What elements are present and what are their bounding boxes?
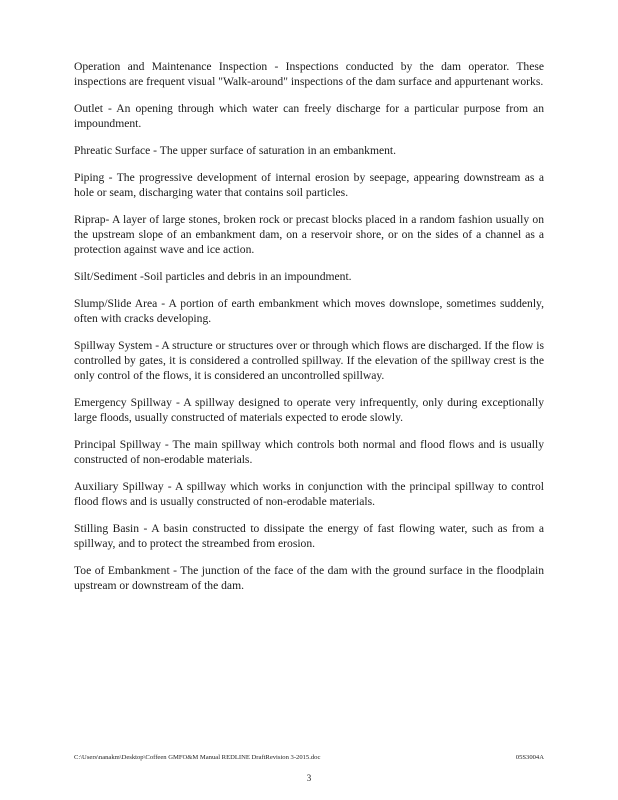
footer-document-code: 05S3004A [515, 754, 544, 761]
glossary-entry-riprap: Riprap- A layer of large stones, broken rock or precast blocks placed in a random fashion usually on the upstream slope of an embankment dam, on a reservoir shore, or on the sides of a channel as a protection against wave and ice action. [74, 213, 544, 256]
glossary-entry-emergency-spillway: Emergency Spillway - A spillway designed to operate very infrequently, only during exceptionally large floods, usually constructed of materials expected to erode slowly. [74, 396, 544, 424]
glossary-entry-stilling-basin: Stilling Basin - A basin constructed to dissipate the energy of fast flowing water, such as from a spillway, and to protect the streambed from erosion. [74, 522, 544, 550]
glossary-entry-operation-maintenance-inspection: Operation and Maintenance Inspection - Inspections conducted by the dam operator. These inspections are frequent visual "Walk-around" inspections of the dam surface and appurtenant works. [74, 60, 544, 88]
glossary-entry-outlet: Outlet - An opening through which water can freely discharge for a particular purpose from an impoundment. [74, 102, 544, 130]
glossary-entry-toe-of-embankment: Toe of Embankment - The junction of the face of the dam with the ground surface in the floodplain upstream or downstream of the dam. [74, 564, 544, 592]
glossary-entry-slump-slide-area: Slump/Slide Area - A portion of earth embankment which moves downslope, sometimes suddenly, often with cracks developing. [74, 297, 544, 325]
glossary-entry-piping: Piping - The progressive development of internal erosion by seepage, appearing downstream as a hole or seam, discharging water that contains soil particles. [74, 171, 544, 199]
page-number: 3 [306, 773, 312, 783]
glossary-entry-silt-sediment: Silt/Sediment -Soil particles and debris in an impoundment. [74, 270, 352, 283]
glossary-entry-phreatic-surface: Phreatic Surface - The upper surface of saturation in an embankment. [74, 144, 397, 157]
glossary-entry-spillway-system: Spillway System - A structure or structures over or through which flows are discharged. If the flow is controlled by gates, it is considered a controlled spillway. If the elevation of the spillway crest is the only control of the flows, it is considered an uncontrolled spillway. [74, 339, 544, 382]
glossary-entry-auxiliary-spillway: Auxiliary Spillway - A spillway which works in conjunction with the principal spillway to control flood flows and is usually constructed of non-erodable materials. [74, 480, 544, 508]
glossary-body [74, 59, 544, 605]
glossary-entry-principal-spillway: Principal Spillway - The main spillway which controls both normal and flood flows and is usually constructed of non-erodable materials. [74, 438, 544, 466]
footer-file-path: C:\Users\nanakm\Desktop\Coffeen GMFO&M Manual REDLINE DraftRevision 3-2015.doc [74, 754, 321, 761]
